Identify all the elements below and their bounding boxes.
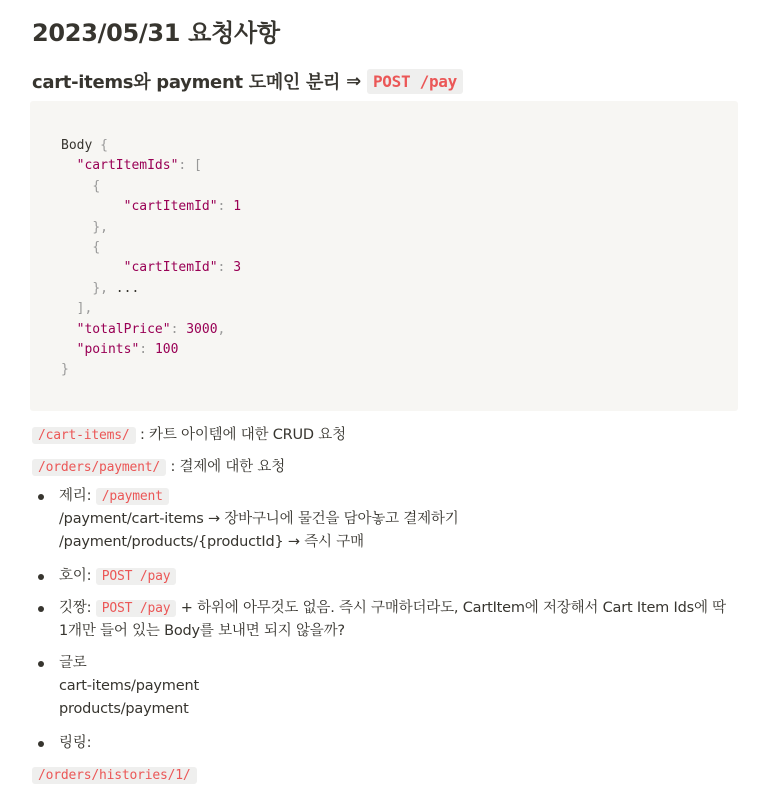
cart-items-code: /cart-items/ [32,427,136,444]
code-value-3000: 3000 [186,321,218,337]
orders-payment-description: : 결제에 대한 요청 [166,459,286,475]
bullet-dot [38,494,44,500]
bullet-subline: /payment/products/{productId} → 즉시 구매 [59,534,364,550]
code-key-points: "points" [76,342,140,358]
bullet-code: POST /pay [96,568,177,585]
endpoint-code: POST /pay [367,69,463,94]
list-item [59,652,739,721]
list-item [59,597,739,643]
code-line-0: Body { [61,138,108,153]
code-key-cartItemId-3: "cartItemId" [123,260,218,276]
bullet-text: + 하위에 아무것도 없음. 즉시 구매하더라도, CartItem에 저장해서 Cart Item Ids에 딱 [176,600,726,616]
bullet-code: POST /pay [96,600,177,617]
bullet-label: 링링: [59,735,92,751]
code-key-cartItemIds: "cartItemIds" [76,158,179,174]
bullet-subline: cart-items/payment [59,678,199,694]
bullet-label: 제리: [59,488,96,504]
code-key-cartItemId-1: "cartItemId" [123,199,218,215]
line-orders-payment [32,455,285,476]
bullet-subline: products/payment [59,701,189,717]
code-block-content: Body { "cartItemIds": [ { "cartItemId": 1 }, { "cartItemId": 3 }, ... ], "totalPrice": 3000, "points": 100 } [61,138,242,378]
cart-items-description: : 카트 아이템에 대한 CRUD 요청 [135,427,346,443]
code-key-totalPrice: "totalPrice" [76,321,171,337]
section-heading [32,68,463,94]
bullet-label: 글로 [59,655,87,671]
line-orders-histories [32,767,197,783]
bullet-dot [38,741,44,747]
bullet-subline: 1개만 들어 있는 Body를 보내면 되지 않을까? [59,623,345,639]
bullet-label: 호이: [59,568,96,584]
code-value-1: 1 [233,199,242,215]
bullet-dot [38,661,44,667]
list-item [59,565,739,588]
bullet-dot [38,606,44,612]
code-value-3: 3 [233,260,242,276]
bullet-dot [38,574,44,580]
bullet-code: /payment [96,488,169,505]
code-value-100: 100 [154,342,179,358]
bullet-label: 깃짱: [59,600,96,616]
line-cart-items [32,423,346,444]
list-item [59,485,739,554]
bullet-subline: /payment/cart-items → 장바구니에 물건을 담아놓고 결제하기 [59,511,459,527]
orders-histories-code: /orders/histories/1/ [32,767,197,784]
code-block[interactable] [30,101,738,411]
section-heading-text: cart-items와 payment 도메인 분리 [32,72,341,93]
page-title: 2023/05/31 요청사항 [32,19,280,47]
arrow-icon: ⇒ [346,70,361,92]
orders-payment-code: /orders/payment/ [32,459,166,476]
list-item [59,732,739,755]
